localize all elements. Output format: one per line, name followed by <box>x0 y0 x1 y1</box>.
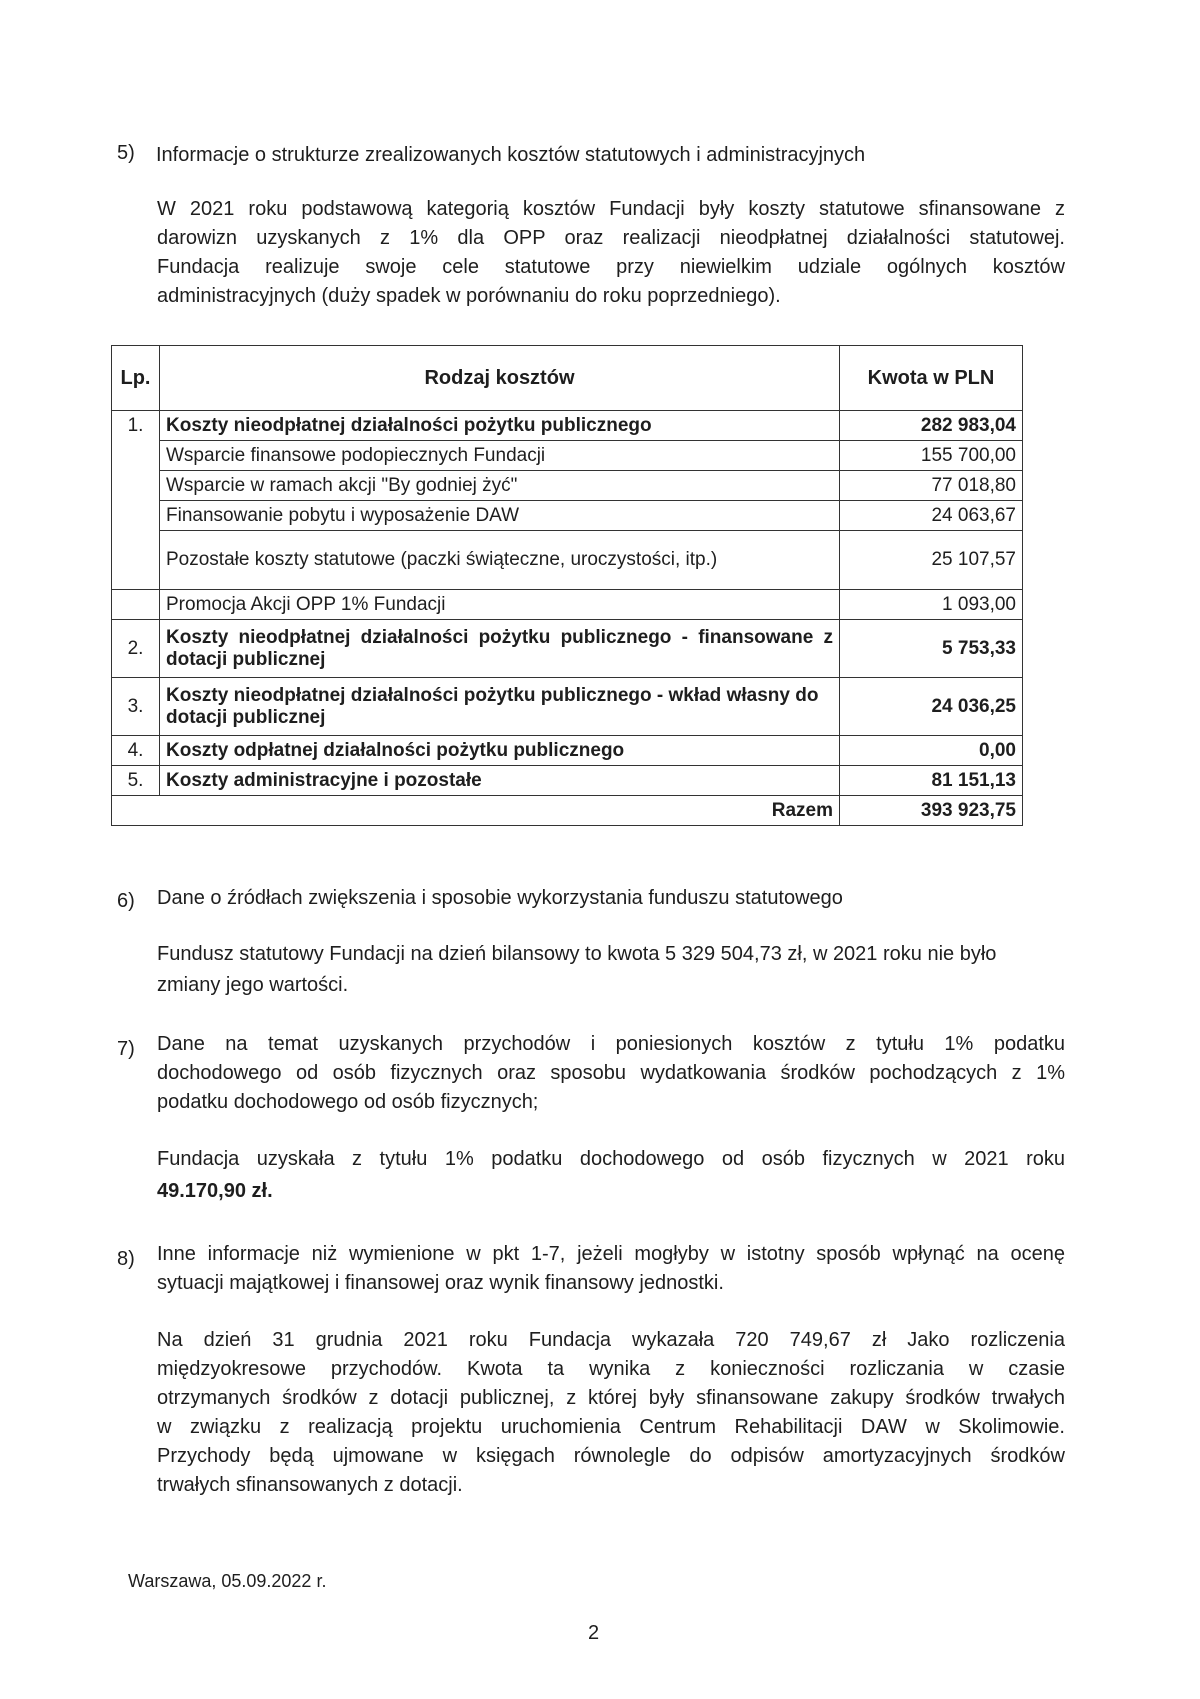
row-description: Koszty odpłatnej działalności pożytku publicznego <box>160 736 840 766</box>
row-amount: 155 700,00 <box>840 441 1023 471</box>
row-lp <box>112 531 160 590</box>
row-amount: 0,00 <box>840 736 1023 766</box>
row-description: Koszty administracyjne i pozostałe <box>160 766 840 796</box>
row-amount: 24 063,67 <box>840 501 1023 531</box>
table-header-row <box>112 346 1023 411</box>
row-amount: 24 036,25 <box>840 678 1023 736</box>
row-lp <box>112 590 160 620</box>
header-lp: Lp. <box>112 346 160 411</box>
table-row <box>112 736 1023 766</box>
row-amount: 1 093,00 <box>840 590 1023 620</box>
row-description: Wsparcie w ramach akcji "By godniej żyć" <box>160 471 840 501</box>
section-8-paragraph-line: w związku z realizacją projektu uruchomienia Centrum Rehabilitacji DAW w Skolimowie. <box>157 1416 1065 1438</box>
table-row <box>112 590 1023 620</box>
row-description: Finansowanie pobytu i wyposażenie DAW <box>160 501 840 531</box>
cost-structure-table <box>111 345 1023 826</box>
section-7-number: 7) <box>117 1038 135 1060</box>
table-row <box>112 501 1023 531</box>
row-description: Koszty nieodpłatnej działalności pożytku publicznego <box>160 411 840 441</box>
row-lp <box>112 471 160 501</box>
row-amount: 81 151,13 <box>840 766 1023 796</box>
section-8-paragraph-line: Przychody będą ujmowane w księgach równolegle do odpisów amortyzacyjnych środków <box>157 1445 1065 1467</box>
section-8-heading-line: Inne informacje niż wymienione w pkt 1-7, jeżeli mogłyby w istotny sposób wpłynąć na ocenę <box>157 1243 1065 1265</box>
section-8-paragraph-line: Na dzień 31 grudnia 2021 roku Fundacja wykazała 720 749,67 zł Jako rozliczenia <box>157 1329 1065 1351</box>
section-8-paragraph-line: otrzymanych środków z dotacji publicznej, z której były sfinansowane zakupy środków trwałych <box>157 1387 1065 1409</box>
total-amount: 393 923,75 <box>840 796 1023 826</box>
section-5-paragraph-line: darowizn uzyskanych z 1% dla OPP oraz realizacji nieodpłatnej działalności statutowej. <box>157 227 1065 249</box>
section-7-heading-line: Dane na temat uzyskanych przychodów i poniesionych kosztów z tytułu 1% podatku <box>157 1033 1065 1055</box>
table-total-row <box>112 796 1023 826</box>
table-row <box>112 620 1023 678</box>
row-lp: 5. <box>112 766 160 796</box>
section-7-heading-line: podatku dochodowego od osób fizycznych; <box>157 1091 539 1113</box>
row-lp: 4. <box>112 736 160 766</box>
section-7-paragraph-line: Fundacja uzyskała z tytułu 1% podatku dochodowego od osób fizycznych w 2021 roku <box>157 1148 1065 1170</box>
section-6-heading: Dane o źródłach zwiększenia i sposobie wykorzystania funduszu statutowego <box>157 887 843 909</box>
section-5-paragraph-line: administracyjnych (duży spadek w porównaniu do roku poprzedniego). <box>157 285 781 307</box>
row-lp <box>112 501 160 531</box>
section-8-paragraph-line: trwałych sfinansowanych z dotacji. <box>157 1474 463 1496</box>
section-6-paragraph-line: Fundusz statutowy Fundacji na dzień bilansowy to kwota 5 329 504,73 zł, w 2021 roku nie było <box>157 943 997 965</box>
row-description: Promocja Akcji OPP 1% Fundacji <box>160 590 840 620</box>
table-row <box>112 411 1023 441</box>
section-8-paragraph-line: międzyokresowe przychodów. Kwota ta wynika z konieczności rozliczania w czasie <box>157 1358 1065 1380</box>
section-5-heading: Informacje o strukturze zrealizowanych kosztów statutowych i administracyjnych <box>156 144 866 166</box>
row-description: Pozostałe koszty statutowe (paczki świąteczne, uroczystości, itp.) <box>160 531 840 590</box>
row-lp <box>112 441 160 471</box>
table-row <box>112 766 1023 796</box>
section-6-number: 6) <box>117 890 135 912</box>
section-5-number: 5) <box>117 142 135 164</box>
place-and-date: Warszawa, 05.09.2022 r. <box>128 1571 327 1591</box>
section-6-paragraph-line: zmiany jego wartości. <box>157 974 349 996</box>
row-description: Wsparcie finansowe podopiecznych Fundacji <box>160 441 840 471</box>
table-row <box>112 531 1023 590</box>
table-row <box>112 678 1023 736</box>
page-number: 2 <box>588 1622 600 1644</box>
header-cost-type: Rodzaj kosztów <box>160 346 840 411</box>
header-amount: Kwota w PLN <box>840 346 1023 411</box>
table-row <box>112 471 1023 501</box>
row-lp: 3. <box>112 678 160 736</box>
section-8-number: 8) <box>117 1248 135 1270</box>
row-lp: 1. <box>112 411 160 441</box>
row-amount: 5 753,33 <box>840 620 1023 678</box>
row-amount: 282 983,04 <box>840 411 1023 441</box>
section-5-paragraph-line: W 2021 roku podstawową kategorią kosztów Fundacji były koszty statutowe sfinansowane z <box>157 198 1065 220</box>
table-row <box>112 441 1023 471</box>
row-lp: 2. <box>112 620 160 678</box>
row-amount: 77 018,80 <box>840 471 1023 501</box>
row-amount: 25 107,57 <box>840 531 1023 590</box>
total-label: Razem <box>112 796 840 826</box>
section-8-heading-line: sytuacji majątkowej i finansowej oraz wynik finansowy jednostki. <box>157 1272 724 1294</box>
section-5-paragraph-line: Fundacja realizuje swoje cele statutowe przy niewielkim udziale ogólnych kosztów <box>157 256 1065 278</box>
row-description: Koszty nieodpłatnej działalności pożytku publicznego - wkład własny do dotacji publicznej <box>160 678 840 736</box>
section-7-amount: 49.170,90 zł. <box>157 1180 273 1202</box>
section-7-heading-line: dochodowego od osób fizycznych oraz sposobu wydatkowania środków pochodzących z 1% <box>157 1062 1065 1084</box>
row-description: Koszty nieodpłatnej działalności pożytku publicznego - finansowane z dotacji publicznej <box>160 620 840 678</box>
